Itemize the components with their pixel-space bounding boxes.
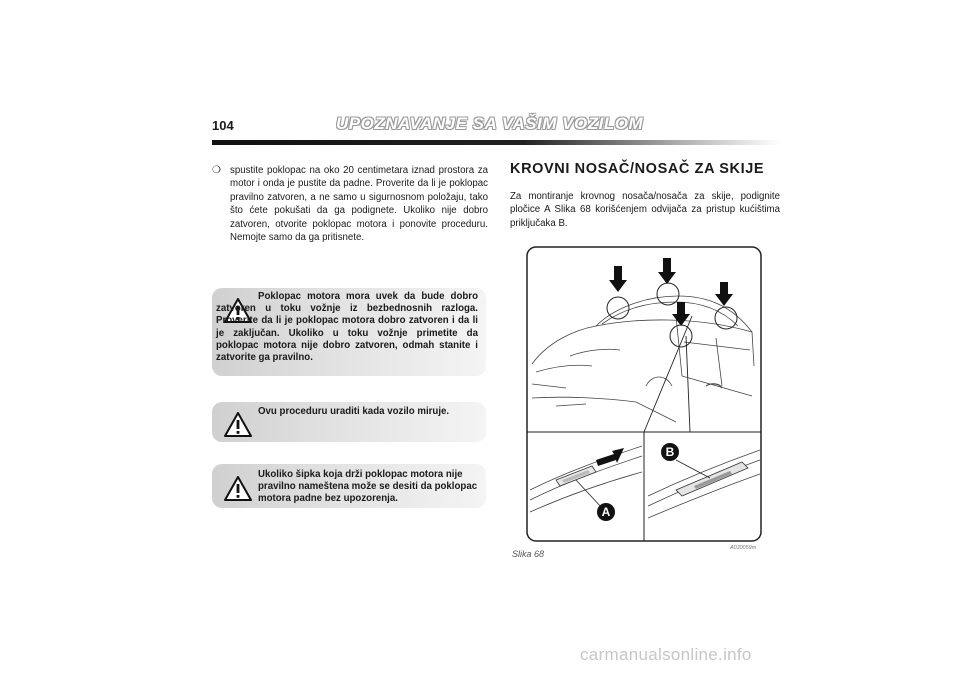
figure-code: A0J0059m <box>730 545 757 551</box>
warning-triangle-icon <box>224 412 252 437</box>
roof-rack-figure <box>526 246 762 542</box>
section-title: KROVNI NOSAČ/NOSAČ ZA SKIJE <box>510 161 765 177</box>
watermark: carmanualsonline.info <box>580 645 752 664</box>
chapter-title: UPOZNAVANJE SA VAŠIM VOZILOM <box>336 114 644 133</box>
warning-text-2: Ovu proceduru uraditi kada vozilo miruje. <box>258 406 450 417</box>
bullet-marker: ❍ <box>212 165 221 176</box>
label-b: B <box>665 445 675 459</box>
warning-triangle-icon <box>224 476 252 501</box>
intro-paragraph: Za montiranje krovnog nosača/nosača za skije, podignite pločice A Slika 68 korišćenjem odvijača za pristup kućištima priključaka B. <box>510 191 780 229</box>
header-rule <box>212 140 780 145</box>
warning-box-hood-rod <box>212 464 486 508</box>
warning-box-hood-closed <box>212 288 486 376</box>
figure-caption: Slika 68 <box>512 549 545 559</box>
label-a: A <box>601 505 611 519</box>
bullet-text: spustite poklopac na oko 20 centimetara iznad prostora za motor i onda je pustite da padne. Proverite da li je poklopac pravilno zatvoren, a ne samo u sigurnosnom položaju, tako što ćete pokušati da ga podignete. Ukoliko nije dobro zatvoren, otvorite poklopac motora i ponovite proceduru. Nemojte samo da ga pritisnete. <box>230 165 488 244</box>
page-number: 104 <box>212 118 234 133</box>
warning-text-3: Ukoliko šipka koja drži poklopac motora nije pravilno nameštena može se desiti da poklopac motora padne bez upozorenja. <box>258 469 478 505</box>
warning-text-1: Poklopac motora mora uvek da bude dobro zatvoren u toku vožnje iz bezbednosnih razloga. Proverite da li je poklopac motora dobro zatvoren i da li je zaključan. Ukoliko u toku vožnje primetite da poklopac motora nije dobro zatvoren, odmah stanite i zatvorite ga pravilno. <box>216 291 478 364</box>
bullet-paragraph <box>212 164 488 244</box>
warning-box-vehicle-stationary <box>212 402 486 442</box>
